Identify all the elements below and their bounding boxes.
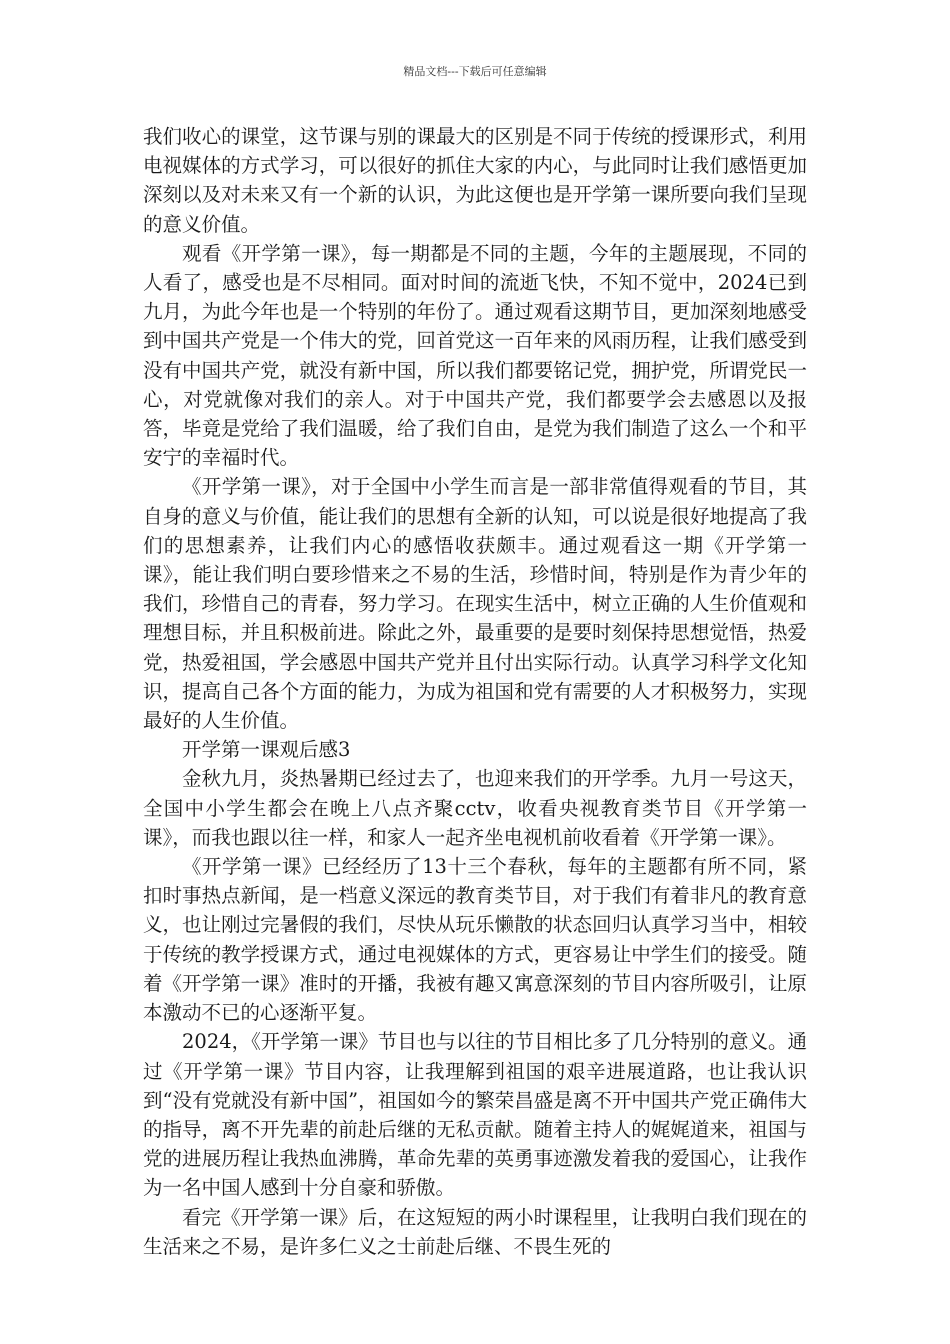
paragraph: 观看《开学第一课》，每一期都是不同的主题，今年的主题展现，不同的人看了，感受也是不尽相同。面对时间的流逝飞快，不知不觉中，2024已到九月，为此今年也是一个特别的年份了。通过观看这期节目，更加深刻地感受到中国共产党是一个伟大的党，回首党这一百年来的风雨历程，让我们感受到没有中国共产党，就没有新中国，所以我们都要铭记党，拥护党，所谓党民一心，对党就像对我们的亲人。对于中国共产党，我们都要学会去感恩以及报答，毕竟是党给了我们温暖，给了我们自由，是党为我们制造了这么一个和平安宁的幸福时代。	[143, 241, 807, 470]
paragraph: 2024，《开学第一课》节目也与以往的节目相比多了几分特别的意义。通过《开学第一课》节目内容，让我理解到祖国的艰辛进展道路，也让我认识到“没有党就没有新中国”，祖国如今的繁荣昌盛是离不开中国共产党正确伟大的指导，离不开先辈的前赴后继的无私贡献。随着主持人的娓娓道来，祖国与党的进展历程让我热血沸腾，革命先辈的英勇事迹激发着我的爱国心，让我作为一名中国人感到十分自豪和骄傲。	[143, 1030, 807, 1200]
paragraph: 金秋九月，炎热暑期已经过去了，也迎来我们的开学季。九月一号这天，全国中小学生都会在晚上八点齐聚cctv，收看央视教育类节目《开学第一课》，而我也跟以往一样，和家人一起齐坐电视机前收看着《开学第一课》。	[143, 767, 807, 849]
section-title: 开学第一课观后感3	[182, 738, 351, 762]
paragraph: 《开学第一课》已经经历了13十三个春秋，每年的主题都有所不同，紧扣时事热点新闻，是一档意义深远的教育类节目，对于我们有着非凡的教育意义，也让刚过完暑假的我们，尽快从玩乐懒散的状态回归认真学习当中，相较于传统的教学授课方式，通过电视媒体的方式，更容易让中学生们的接受。随着《开学第一课》准时的开播，我被有趣又寓意深刻的节目内容所吸引，让原本激动不已的心逐渐平复。	[143, 855, 807, 1025]
page-header: 精品文档---下载后可任意编辑	[403, 65, 547, 78]
paragraph: 《开学第一课》，对于全国中小学生而言是一部非常值得观看的节目，其自身的意义与价值，能让我们的思想有全新的认知，可以说是很好地提高了我们的思想素养，让我们内心的感悟收获颇丰。通过观看这一期《开学第一课》，能让我们明白要珍惜来之不易的生活，珍惜时间，特别是作为青少年的我们，珍惜自己的青春，努力学习。在现实生活中，树立正确的人生价值观和理想目标，并且积极前进。除此之外，最重要的是要时刻保持思想觉悟，热爱党，热爱祖国，学会感恩中国共产党并且付出实际行动。认真学习科学文化知识，提高自己各个方面的能力，为成为祖国和党有需要的人才积极努力，实现最好的人生价值。	[143, 475, 807, 733]
paragraph: 我们收心的课堂，这节课与别的课最大的区别是不同于传统的授课形式，利用电视媒体的方式学习，可以很好的抓住大家的内心，与此同时让我们感悟更加深刻以及对未来又有一个新的认识，为此这便也是开学第一课所要向我们呈现的意义价值。	[143, 125, 807, 236]
document-body	[143, 122, 807, 1261]
paragraph: 看完《开学第一课》后，在这短短的两小时课程里，让我明白我们现在的生活来之不易，是许多仁义之士前赴后继、不畏生死的	[143, 1205, 807, 1258]
